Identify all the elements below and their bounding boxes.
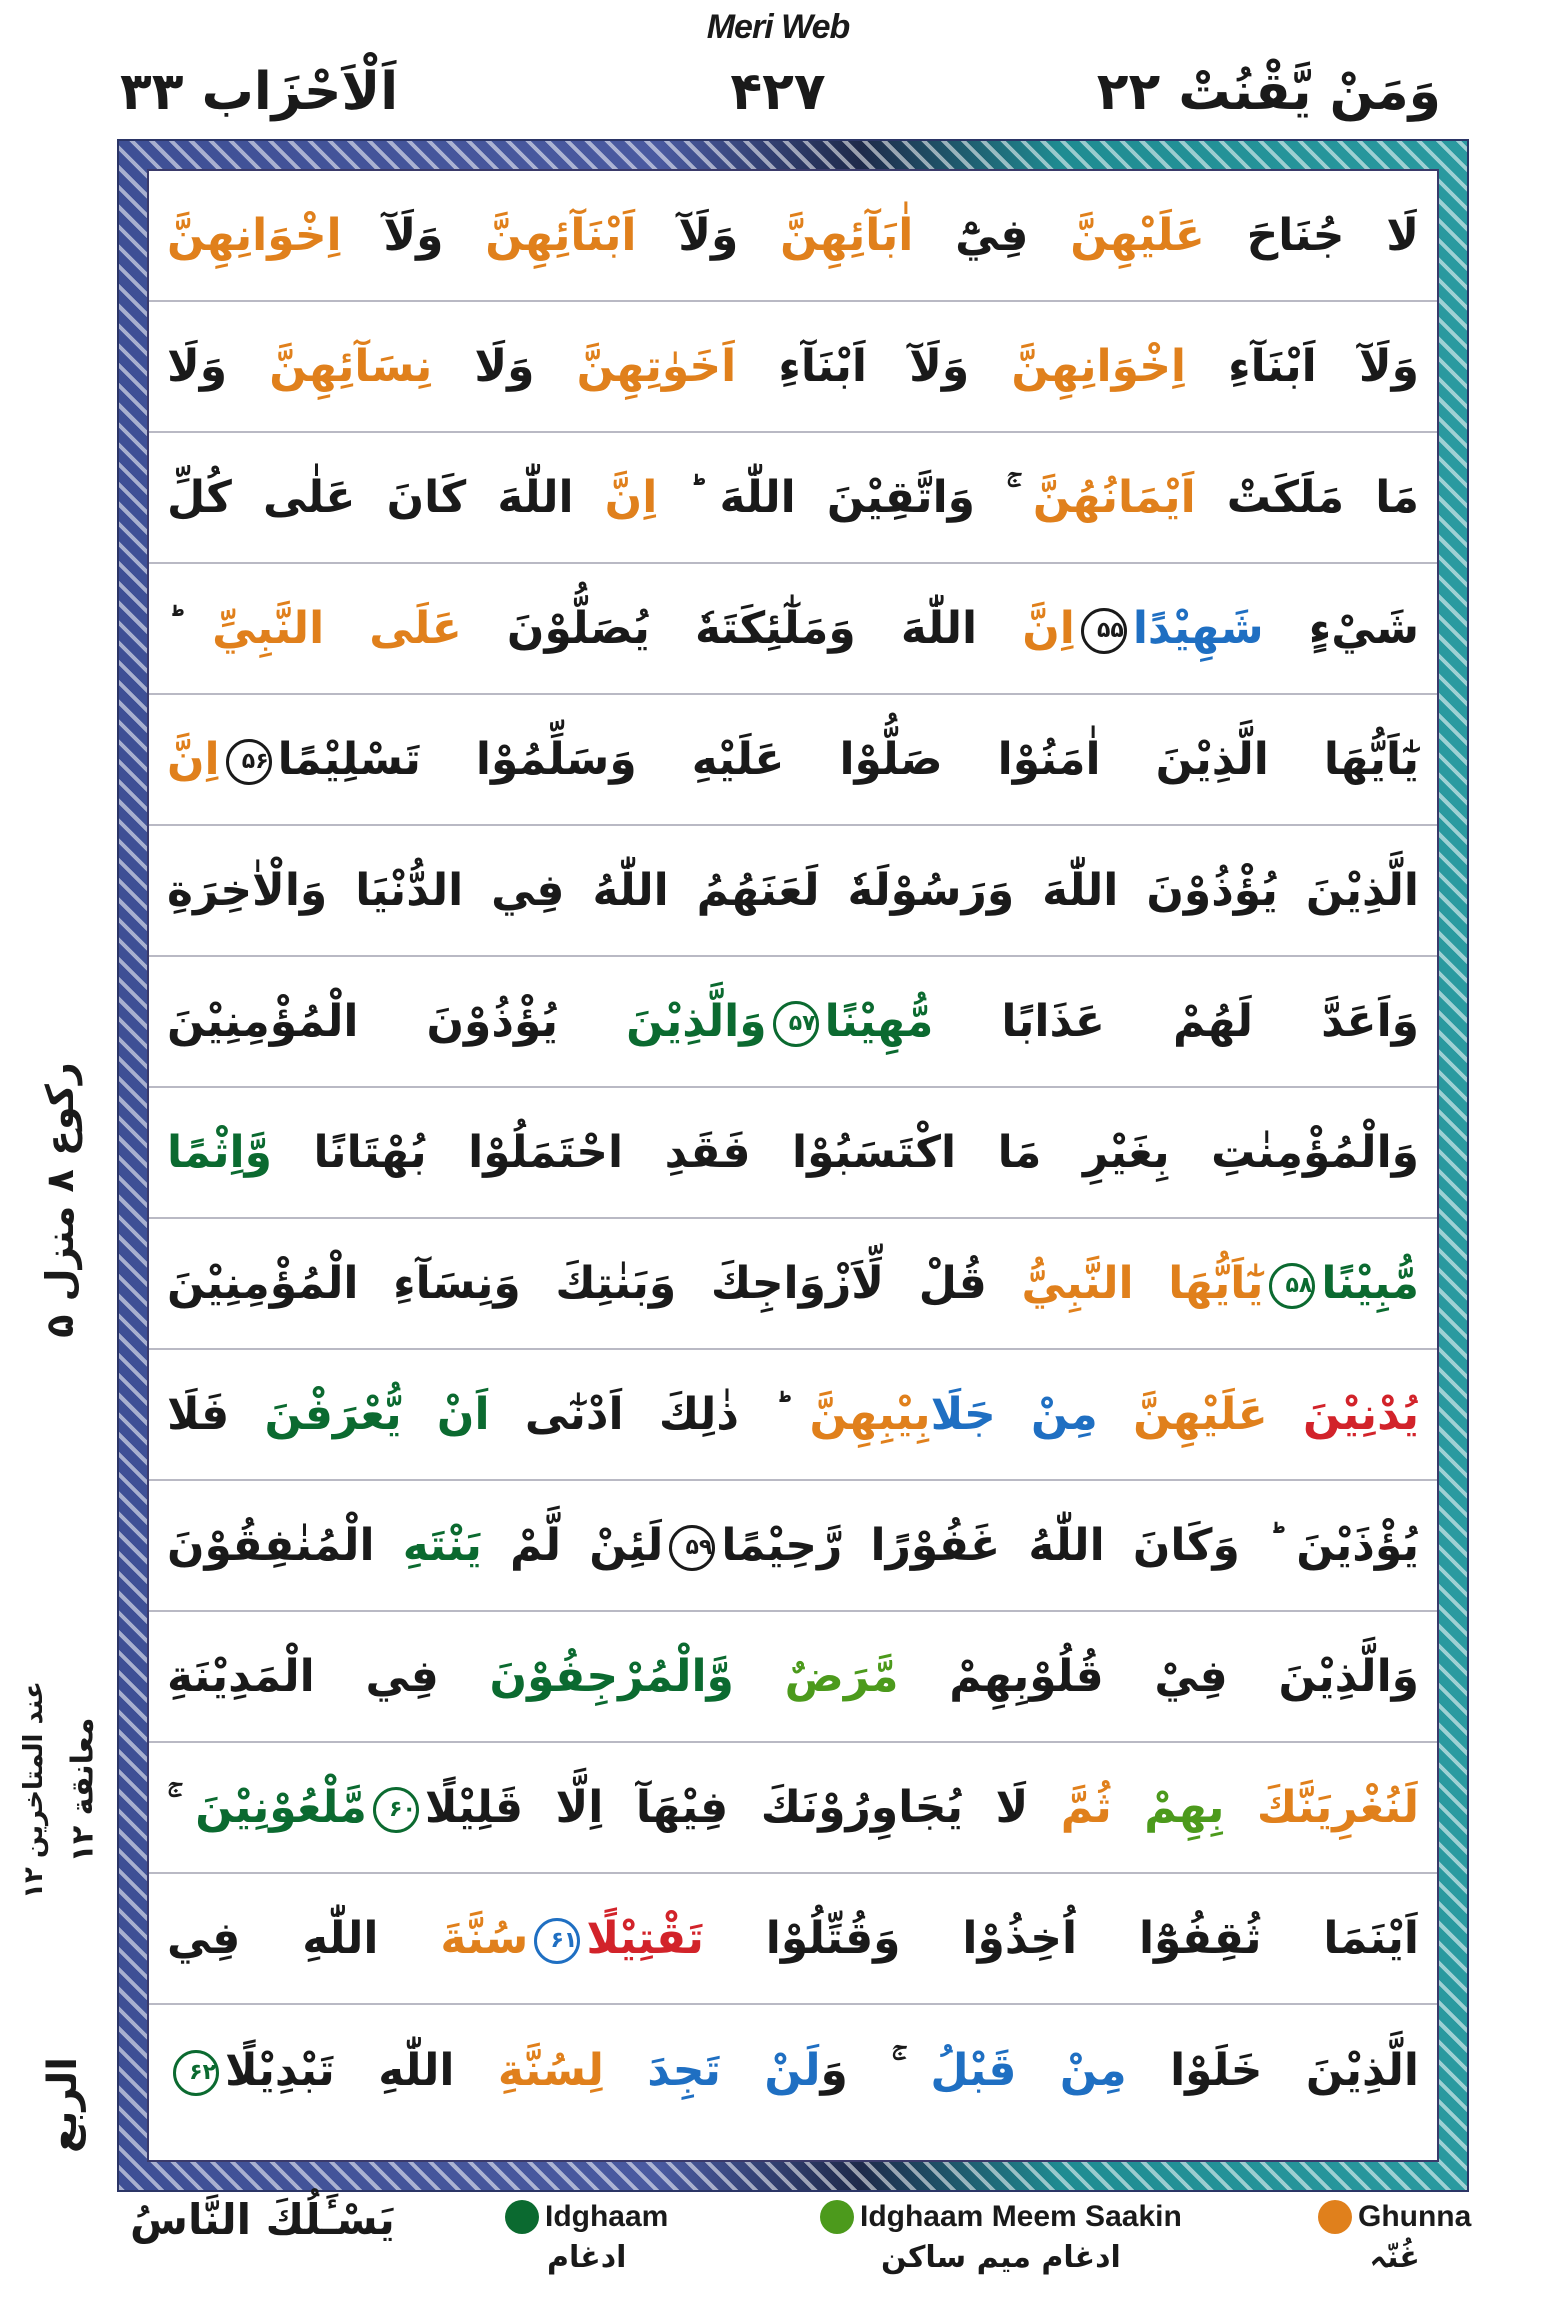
verse-text: اللّٰهَ كَانَ عَلٰى كُلِّ bbox=[167, 471, 605, 523]
verse-line bbox=[149, 1219, 1437, 1350]
tajweed-colored-text: لِسُنَّةِ bbox=[497, 2044, 604, 2096]
verse-line bbox=[149, 564, 1437, 695]
tajweed-colored-text: مَّرَضٌ bbox=[784, 1650, 899, 1702]
tajweed-colored-text: وَالَّذِيْنَ bbox=[626, 995, 767, 1047]
verse-line-text bbox=[167, 338, 1419, 395]
verse-line-text bbox=[167, 1517, 1419, 1574]
tajweed-colored-text: اَيْمَانُهُنَّ bbox=[1032, 471, 1196, 523]
verse-text: لَا يُجَاوِرُوْنَكَ فِيْهَآ اِلَّا قَلِيْلًا bbox=[424, 1781, 1061, 1833]
verse-text: وَاَعَدَّ لَهُمْ عَذَابًا bbox=[933, 995, 1420, 1047]
verse-lines bbox=[147, 169, 1439, 2162]
verse-line-text bbox=[167, 1648, 1419, 1705]
idghaam-meem-dot-icon bbox=[820, 2200, 854, 2234]
surah-name: اَلْاَحْزَاب ۳۳ bbox=[120, 62, 399, 122]
verse-line-text bbox=[167, 600, 1419, 657]
tajweed-colored-text: لَنْ تَجِدَ bbox=[603, 2044, 821, 2096]
verse-line bbox=[149, 1743, 1437, 1874]
tajweed-colored-text: وَّاِثْمًا bbox=[167, 1126, 272, 1178]
verse-line bbox=[149, 2005, 1437, 2136]
tajweed-colored-text: مُّبِيْنًا bbox=[1321, 1257, 1419, 1309]
tajweed-colored-text: اٰبَآئِهِنَّ bbox=[780, 209, 914, 261]
legend-idghaam-meem-saakin bbox=[820, 2200, 1182, 2275]
tajweed-colored-text: اِنَّ bbox=[604, 471, 658, 523]
tajweed-colored-text: اَبْنَآئِهِنَّ bbox=[485, 209, 637, 261]
verse-line bbox=[149, 695, 1437, 826]
page-number: ۴۲۷ bbox=[730, 62, 826, 122]
verse-text: وَلَآ bbox=[341, 209, 486, 261]
verse-text: يُؤْذَيْنَ ؕ وَكَانَ اللّٰهُ غَفُوْرًا رَّحِيْمًا bbox=[721, 1519, 1419, 1571]
verse-line-text bbox=[167, 731, 1419, 788]
margin-muanaqa-note: عند المتاخرين ۱۲ bbox=[19, 1681, 49, 1899]
verse-line-text bbox=[167, 469, 1419, 526]
verse-text: يٰٓاَيُّهَا الَّذِيْنَ اٰمَنُوْا صَلُّوْا عَلَيْهِ وَسَلِّمُوْا تَسْلِيْمًا bbox=[277, 733, 1419, 785]
juz-name: وَمَنْ يَّقْنُتْ ۲۲ bbox=[1096, 62, 1441, 122]
verse-text: يُؤْذُوْنَ الْمُؤْمِنِيْنَ bbox=[167, 995, 627, 1047]
verse-text: اَيْنَمَا ثُقِفُوْٓا اُخِذُوْا وَقُتِّلُوْا bbox=[703, 1912, 1419, 1964]
ayah-number-marker: ۵۵ bbox=[1081, 608, 1127, 654]
idghaam-dot-icon bbox=[505, 2200, 539, 2234]
tajweed-colored-text: اِنَّ bbox=[1022, 602, 1075, 654]
tajweed-colored-text: يٰٓاَيُّهَا النَّبِيُّ bbox=[1021, 1257, 1264, 1309]
verse-text: الَّذِيْنَ يُؤْذُوْنَ اللّٰهَ وَرَسُوْلَهٗ لَعَنَهُمُ اللّٰهُ فِي الدُّنْيَا وَالْاٰخِرَةِ bbox=[167, 864, 1419, 916]
ayah-number-marker: ۶۰ bbox=[373, 1787, 419, 1833]
tajweed-colored-text: مَّلْعُوْنِيْنَ bbox=[195, 1781, 367, 1833]
legend-label: Idghaam bbox=[545, 2200, 669, 2233]
tajweed-colored-text: يَنْتَهِ bbox=[402, 1519, 482, 1571]
verse-line-text bbox=[167, 862, 1419, 919]
verse-line bbox=[149, 1612, 1437, 1743]
tajweed-colored-text: اِنَّ bbox=[167, 733, 220, 785]
ayah-number-marker: ۶۱ bbox=[534, 1918, 580, 1964]
verse-line bbox=[149, 1481, 1437, 1612]
verse-line-text bbox=[167, 1124, 1419, 1181]
tajweed-colored-text: مِنْ جَلَا bbox=[930, 1388, 1134, 1440]
tajweed-colored-text: عَلَيْهِنَّ bbox=[1133, 1388, 1268, 1440]
verse-line bbox=[149, 1350, 1437, 1481]
verse-text: اللّٰهِ فِي bbox=[167, 1912, 441, 1964]
verse-text: وَلَا bbox=[432, 340, 577, 392]
margin-ruku-manzil: رکوع ۸ منزل ۵ bbox=[38, 1062, 82, 1338]
tajweed-colored-text: سُنَّةَ bbox=[440, 1912, 529, 1964]
verse-line-text bbox=[167, 1779, 1419, 1836]
margin-rub: الربع bbox=[39, 2057, 86, 2153]
tajweed-colored-text: تَقْتِيْلًا bbox=[586, 1912, 704, 1964]
verse-text: وَالَّذِيْنَ فِيْ قُلُوْبِهِمْ bbox=[898, 1650, 1419, 1702]
verse-line-text bbox=[167, 1910, 1419, 1967]
verse-text: فَلَا bbox=[167, 1388, 265, 1440]
legend-urdu: ادغام bbox=[546, 2240, 627, 2275]
legend-urdu: غُنّہ bbox=[1369, 2240, 1420, 2275]
verse-line bbox=[149, 826, 1437, 957]
site-brand: Meri Web bbox=[706, 8, 850, 46]
next-page-word: يَسْـَٔلُكَ النَّاسُ bbox=[130, 2195, 395, 2244]
verse-line bbox=[149, 433, 1437, 564]
tajweed-colored-text: اِخْوَانِهِنَّ bbox=[167, 209, 342, 261]
verse-line-text bbox=[167, 207, 1419, 264]
verse-text: ۚ وَاتَّقِيْنَ اللّٰهَ ؕ bbox=[657, 471, 1033, 523]
tajweed-colored-text: بِهِمْ bbox=[1111, 1781, 1225, 1833]
legend-idghaam bbox=[505, 2200, 668, 2275]
ghunna-dot-icon bbox=[1318, 2200, 1352, 2234]
margin-muanaqa-note-column bbox=[14, 1660, 54, 1920]
tajweed-colored-text: لَنُغْرِيَنَّكَ bbox=[1224, 1781, 1419, 1833]
verse-line-text bbox=[167, 2042, 1419, 2099]
legend-label: Idghaam Meem Saakin bbox=[860, 2200, 1182, 2233]
verse-line-text bbox=[167, 993, 1419, 1050]
tajweed-colored-text: عَلَى النَّبِيِّ bbox=[212, 602, 462, 654]
verse-text: ؕ bbox=[167, 602, 213, 654]
verse-text: لَا جُنَاحَ bbox=[1204, 209, 1420, 261]
verse-text: فِيْٓ bbox=[913, 209, 1071, 261]
verse-text: وَالْمُؤْمِنٰتِ بِغَيْرِ مَا اكْتَسَبُوْا فَقَدِ احْتَمَلُوْا بُهْتَانًا bbox=[271, 1126, 1419, 1178]
verse-text: الَّذِيْنَ خَلَوْا bbox=[1126, 2044, 1419, 2096]
tajweed-colored-text: يُدْنِيْنَ bbox=[1267, 1388, 1420, 1440]
legend-ghunna bbox=[1318, 2200, 1471, 2275]
verse-text: لَئِنْ لَّمْ bbox=[481, 1519, 664, 1571]
verse-text: قُلْ لِّاَزْوَاجِكَ وَبَنٰتِكَ وَنِسَآءِ الْمُؤْمِنِيْنَ bbox=[167, 1257, 1022, 1309]
tajweed-colored-text: وَّالْمُرْجِفُوْنَ bbox=[489, 1650, 785, 1702]
verse-line-text bbox=[167, 1386, 1419, 1443]
ayah-number-marker: ۵۶ bbox=[226, 739, 272, 785]
tajweed-colored-text: اَنْ يُّعْرَفْنَ bbox=[264, 1388, 490, 1440]
margin-muanaqa: معانقة ۱۲ bbox=[65, 1717, 101, 1863]
tajweed-colored-text: مِنْ قَبْلُ bbox=[930, 2044, 1127, 2096]
verse-text: ؕ ذٰلِكَ اَدْنٰٓى bbox=[489, 1388, 810, 1440]
verse-text: وَلَآ اَبْنَآءِ bbox=[736, 340, 1012, 392]
ayah-number-marker: ۵۷ bbox=[773, 1001, 819, 1047]
verse-text: وَلَآ bbox=[636, 209, 781, 261]
verse-line bbox=[149, 1088, 1437, 1219]
tajweed-colored-text: عَلَيْهِنَّ bbox=[1070, 209, 1205, 261]
verse-line-text bbox=[167, 1255, 1419, 1312]
margin-ruku-manzil-column bbox=[35, 1000, 85, 1400]
legend-label: Ghunna bbox=[1358, 2200, 1472, 2233]
tajweed-colored-text: ثُمَّ bbox=[1060, 1781, 1112, 1833]
tajweed-colored-text: نِسَآئِهِنَّ bbox=[269, 340, 433, 392]
margin-muanaqa-column bbox=[62, 1660, 104, 1920]
verse-line bbox=[149, 957, 1437, 1088]
verse-text: فِي الْمَدِيْنَةِ bbox=[167, 1650, 490, 1702]
tajweed-colored-text: اَخَوٰتِهِنَّ bbox=[576, 340, 737, 392]
verse-text: وَلَآ اَبْنَآءِ bbox=[1186, 340, 1419, 392]
verse-text: شَيْءٍ bbox=[1263, 602, 1419, 654]
ayah-number-marker: ۵۹ bbox=[669, 1525, 715, 1571]
ayah-number-marker: ۵۸ bbox=[1269, 1263, 1315, 1309]
verse-text: مَا مَلَكَتْ bbox=[1195, 471, 1419, 523]
ayah-number-marker: ۶۲ bbox=[173, 2050, 219, 2096]
margin-rub-column bbox=[35, 2040, 90, 2170]
verse-text: وَلَا bbox=[167, 340, 270, 392]
verse-line bbox=[149, 1874, 1437, 2005]
verse-text: اللّٰهَ وَمَلٰٓئِكَتَهٗ يُصَلُّوْنَ bbox=[461, 602, 1023, 654]
tajweed-colored-text: بِيْبِهِنَّ bbox=[809, 1388, 931, 1440]
page-frame bbox=[119, 141, 1467, 2190]
tajweed-colored-text: اِخْوَانِهِنَّ bbox=[1011, 340, 1186, 392]
verse-line bbox=[149, 302, 1437, 433]
verse-text: اللّٰهِ تَبْدِيْلًا bbox=[225, 2044, 498, 2096]
tajweed-colored-text: مُّهِيْنًا bbox=[824, 995, 934, 1047]
verse-text: الْمُنٰفِقُوْنَ bbox=[167, 1519, 403, 1571]
verse-line bbox=[149, 171, 1437, 302]
tajweed-colored-text: شَهِيْدًا bbox=[1132, 602, 1264, 654]
legend-urdu: ادغام میم ساکن bbox=[880, 2240, 1121, 2275]
verse-text: ۚ وَ bbox=[820, 2044, 931, 2096]
verse-text: ۚ bbox=[167, 1781, 196, 1833]
